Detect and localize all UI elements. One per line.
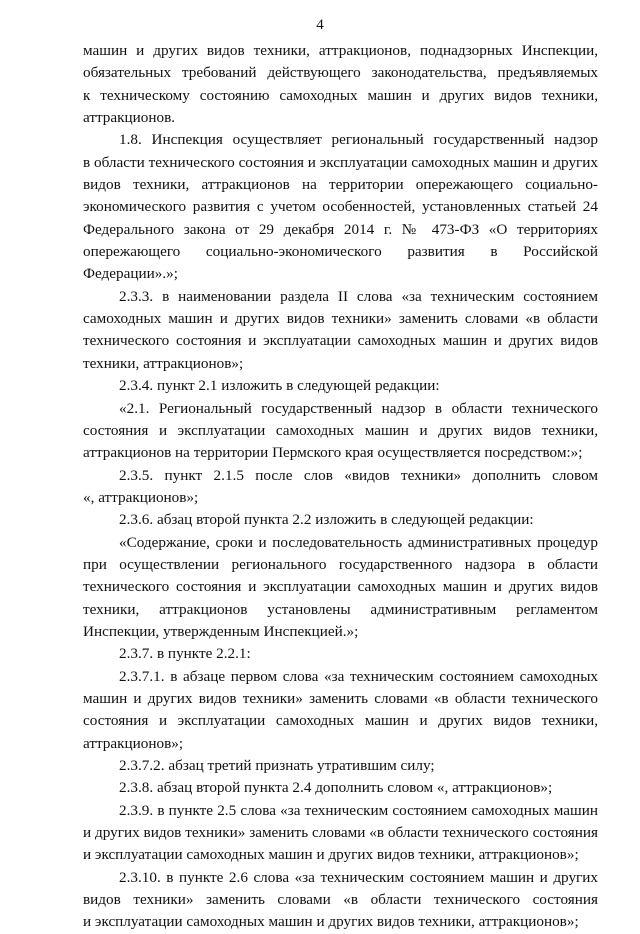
text-line: самоходных машин и других видов техники» заменить словами «в области bbox=[83, 310, 598, 328]
text-line: 2.3.9. в пункте 2.5 слова «за техническим состоянием самоходных машин bbox=[119, 801, 598, 819]
text-line: видов техники» заменить словами «в области технического состояния bbox=[83, 891, 598, 909]
text-line: аттракционов»; bbox=[83, 734, 184, 752]
text-line: Федерального закона от 29 декабря 2014 г. № 473-ФЗ «О территориях bbox=[83, 220, 598, 238]
text-line: машин и других видов техники» заменить словами «в области технического bbox=[83, 689, 598, 707]
text-line: состояния и эксплуатации самоходных машин и других видов техники, bbox=[83, 712, 598, 730]
text-line: 2.3.4. пункт 2.1 изложить в следующей редакции: bbox=[119, 377, 440, 395]
text-line: 2.3.3. в наименовании раздела II слова «за техническим состоянием bbox=[119, 287, 598, 305]
text-line: и эксплуатации самоходных машин и других видов техники, аттракционов»; bbox=[83, 846, 579, 864]
text-line: и эксплуатации самоходных машин и других видов техники, аттракционов»; bbox=[83, 913, 579, 931]
text-line: обязательных требований действующего законодательства, предъявляемых bbox=[83, 64, 598, 82]
text-line: 2.3.7. в пункте 2.2.1: bbox=[119, 645, 251, 663]
text-line: 2.3.8. абзац второй пункта 2.4 дополнить словом «, аттракционов»; bbox=[119, 779, 553, 797]
text-line: аттракционов. bbox=[83, 109, 176, 127]
text-line: «Содержание, сроки и последовательность административных процедур bbox=[119, 533, 598, 551]
text-line: 2.3.10. в пункте 2.6 слова «за техническим состоянием машин и других bbox=[119, 868, 598, 886]
text-line: экономического развития с учетом особенностей, установленных статьей 24 bbox=[83, 198, 598, 216]
text-line: технического состояния и эксплуатации самоходных машин и других видов bbox=[83, 578, 598, 596]
text-line: 2.3.6. абзац второй пункта 2.2 изложить в следующей редакции: bbox=[119, 511, 534, 529]
text-line: Федерации».»; bbox=[83, 265, 178, 283]
text-line: Инспекции, утвержденным Инспекцией.»; bbox=[83, 622, 359, 640]
text-line: техники, аттракционов»; bbox=[83, 354, 244, 372]
text-line: и других видов техники» заменить словами «в области технического состояния bbox=[83, 824, 598, 842]
text-line: при осуществлении регионального государственного надзора в области bbox=[83, 555, 598, 573]
text-line: 2.3.7.2. абзац третий признать утратившим силу; bbox=[119, 757, 435, 774]
text-line: аттракционов на территории Пермского края осуществляется посредством:»; bbox=[83, 444, 583, 462]
text-line: к техническому состоянию самоходных машин и других видов техники, bbox=[83, 86, 598, 104]
text-line: технического состояния и эксплуатации самоходных машин и других видов bbox=[83, 332, 598, 350]
text-line: техники, аттракционов установлены административным регламентом bbox=[83, 600, 598, 618]
text-line: состояния и эксплуатации самоходных машин и других видов техники, bbox=[83, 421, 598, 439]
text-line: 1.8. Инспекция осуществляет региональный государственный надзор bbox=[119, 131, 598, 149]
text-line: в области технического состояния и эксплуатации самоходных машин и других bbox=[83, 153, 598, 171]
document-body bbox=[83, 40, 598, 934]
text-line: «, аттракционов»; bbox=[83, 488, 199, 506]
text-line: машин и других видов техники, аттракционов, поднадзорных Инспекции, bbox=[83, 42, 598, 59]
text-line: опережающего социально-экономического развития в Российской bbox=[83, 243, 598, 261]
text-line: «2.1. Региональный государственный надзор в области технического bbox=[119, 399, 598, 417]
text-line: 2.3.7.1. в абзаце первом слова «за техническим состоянием самоходных bbox=[119, 667, 598, 685]
text-line: 2.3.5. пункт 2.1.5 после слов «видов техники» дополнить словом bbox=[119, 466, 598, 484]
text-line: видов техники, аттракционов на территории опережающего социально- bbox=[83, 176, 598, 194]
page-number: 4 bbox=[316, 17, 324, 33]
